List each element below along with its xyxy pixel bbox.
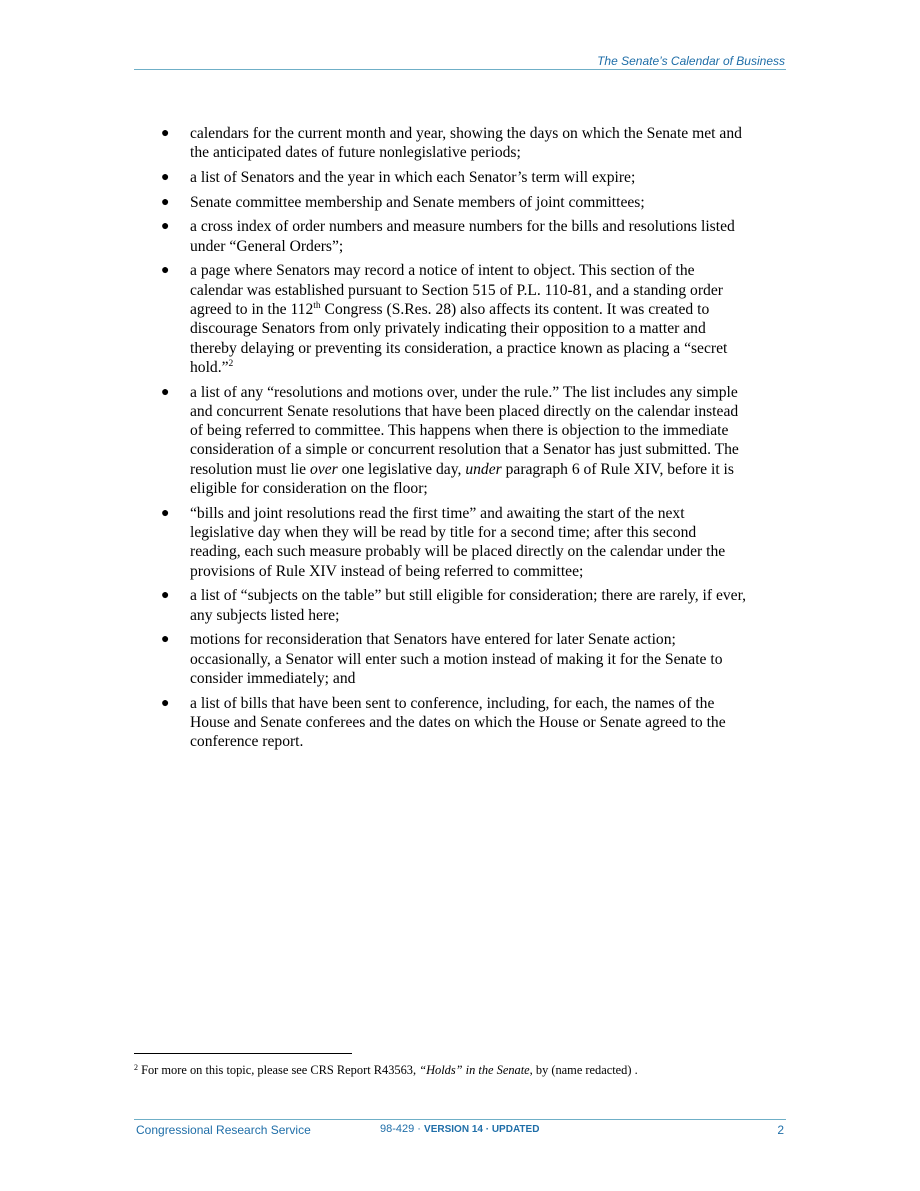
header-rule	[134, 69, 786, 70]
header-title: The Senate’s Calendar of Business	[597, 54, 785, 68]
emphasis-text: over	[309, 460, 338, 478]
footer-organization: Congressional Research Service	[136, 1123, 311, 1137]
bullet-text-part: Congress (S.Res. 28) also affects its content. It was created to discourage Senators from only privately indicating their opposition to a matter and thereby delaying or preventing its consideration, a practice known as placing a “secret hold.”	[190, 300, 728, 376]
bullet-list	[158, 124, 748, 757]
footer-report-id	[380, 1123, 539, 1135]
bullet-text-part: a page where Senators may record a notice of intent to object. This section of the calendar was established pursuant to Section 515 of P.L. 110-81, and a standing order agreed to in the 112	[190, 262, 723, 318]
bullet-icon: ●	[161, 384, 170, 400]
list-item	[158, 694, 748, 752]
bullet-text	[190, 261, 748, 377]
bullet-text: motions for reconsideration that Senators have entered for later Senate action; occasionally, a Senator will enter such a motion instead of making it for the Senate to consider immediately; and	[190, 631, 723, 687]
bullet-text: “bills and joint resolutions read the first time” and awaiting the start of the next legislative day when they will be read by title for a second time; after this second reading, each such measure probably will be placed directly on the calendar under the provisions of Rule XIV instead of being referred to committee;	[190, 504, 726, 580]
bullet-text: a list of “subjects on the table” but still eligible for consideration; there are rarely, if ever, any subjects listed here;	[190, 587, 747, 624]
superscript-ordinal: th	[313, 300, 321, 311]
footnote-text-after: , by (name redacted) .	[529, 1063, 638, 1077]
list-item	[158, 193, 748, 212]
bullet-text-part: a list of any “resolutions and motions over, under the rule.” The list includes any simple and concurrent Senate resolutions that have been placed directly on the calendar instead of being referred to committee. This happens when there is objection to the immediate consideration of a simple or concurrent resolution that a Senator has just submitted. The resolution must lie	[190, 383, 739, 478]
report-number: 98-429 ·	[380, 1123, 425, 1135]
bullet-icon: ●	[161, 263, 170, 279]
footnote	[134, 1063, 638, 1078]
bullet-text	[190, 383, 748, 499]
bullet-text: a list of Senators and the year in which each Senator’s term will expire;	[190, 168, 636, 186]
bullet-icon: ●	[161, 505, 170, 521]
bullet-text: Senate committee membership and Senate members of joint committees;	[190, 193, 645, 211]
list-item	[158, 504, 748, 581]
footer-rule	[134, 1119, 786, 1120]
footnote-separator	[134, 1053, 352, 1054]
bullet-text-part: one legislative day,	[337, 460, 466, 478]
bullet-icon: ●	[161, 169, 170, 185]
footnote-number: 2	[134, 1063, 138, 1072]
report-version: VERSION 14 · UPDATED	[424, 1124, 540, 1135]
bullet-text: a list of bills that have been sent to conference, including, for each, the names of the House and Senate conferees and the dates on which the House or Senate agreed to the conference report.	[190, 694, 726, 751]
bullet-icon: ●	[161, 126, 170, 141]
footnote-text: For more on this topic, please see CRS Report R43563,	[138, 1063, 420, 1077]
bullet-icon: ●	[161, 632, 170, 648]
list-item	[158, 261, 748, 377]
bullet-text: a cross index of order numbers and measure numbers for the bills and resolutions listed under “General Orders”;	[190, 218, 735, 255]
bullet-icon: ●	[161, 194, 170, 210]
bullet-icon: ●	[161, 695, 170, 711]
footnote-reference[interactable]: 2	[228, 358, 234, 369]
list-item	[158, 383, 748, 499]
bullet-icon: ●	[161, 588, 170, 604]
list-item	[158, 168, 748, 187]
bullet-icon: ●	[161, 219, 170, 235]
list-item	[158, 217, 748, 256]
list-item	[158, 124, 748, 163]
list-item	[158, 630, 748, 688]
footnote-report-title: “Holds” in the Senate	[419, 1063, 530, 1077]
list-item	[158, 586, 748, 625]
bullet-text: calendars for the current month and year, showing the days on which the Senate met and the anticipated dates of future nonlegislative periods;	[190, 125, 742, 162]
page-number: 2	[777, 1123, 784, 1137]
emphasis-text: under	[465, 460, 502, 478]
bullet-text-part: paragraph 6 of Rule XIV, before it is eligible for consideration on the floor;	[190, 460, 734, 497]
